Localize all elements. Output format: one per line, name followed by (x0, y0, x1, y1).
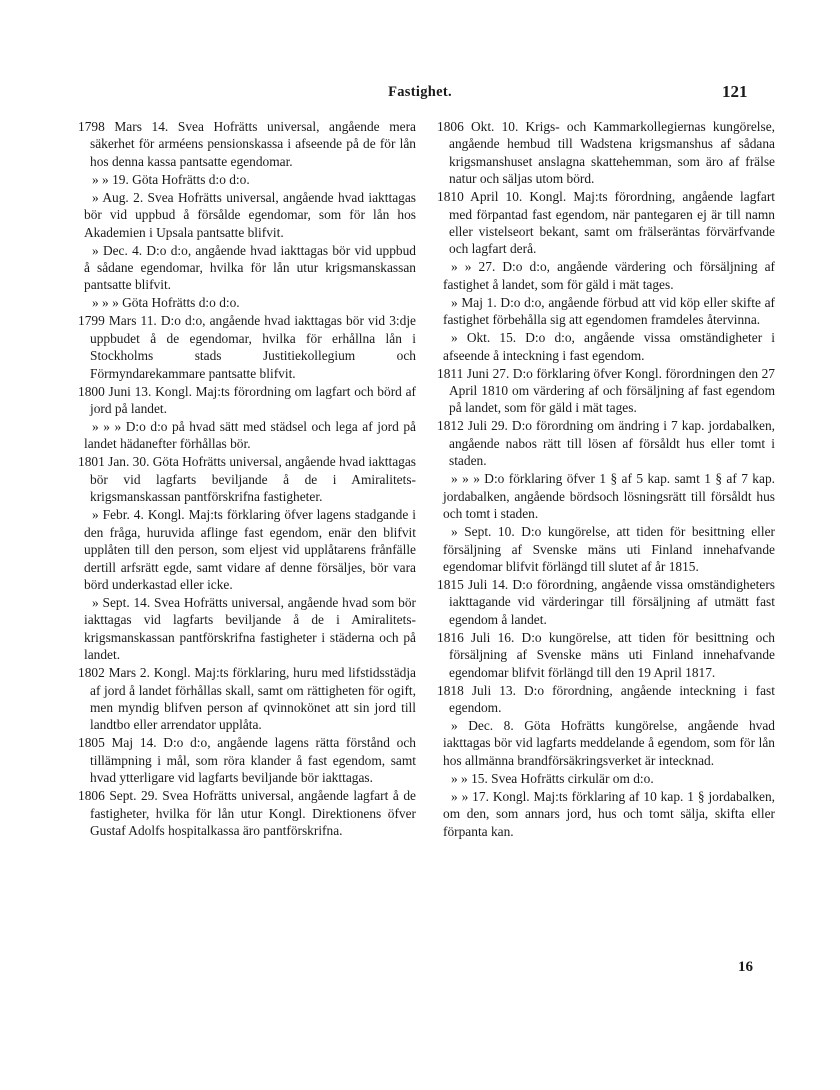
register-entry: 1805 Maj 14. D:o d:o, angående lagens rätta förstånd och tillämpning i mål, som röra klander å fast egendom, samt hvad ytterligare vid lagfarts beviljande bör iakttagas. (78, 735, 416, 786)
register-entry: 1811 Juni 27. D:o förklaring öfver Kongl. förordningen den 27 April 1810 om värdering af och försäljning af fast egendom på landet, som för gäld i mät tages. (437, 365, 775, 416)
register-sub-entry: » » » D:o d:o på hvad sätt med städsel och lega af jord på landet hädanefter förhållas bör. (84, 419, 416, 452)
register-sub-entry: » Aug. 2. Svea Hofrätts universal, angående hvad iakttagas bör vid uppbud å försålde egendomar, som för lån hos Akademien i Upsala pantsatte blifvit. (84, 189, 416, 240)
running-header: Fastighet. (388, 84, 452, 100)
right-column (437, 118, 775, 841)
register-sub-entry: » Okt. 15. D:o d:o, angående vissa omständigheter i afseende å inteckning i fast egendom. (443, 330, 775, 363)
register-entry: 1799 Mars 11. D:o d:o, angående hvad iakttagas bör vid 3:dje uppbudet å de egendomar, hvilka för erhållna lån i Stockholms stads Justitiekollegium och Förmyndarekammare pantsatte blifvit. (78, 313, 416, 381)
register-sub-entry: » Dec. 8. Göta Hofrätts kungörelse, angående hvad iakttagas bör vid lagfarts meddelande å egendom, som för lån hos allmänna brandförsäkringsverket är intecknad. (443, 717, 775, 768)
register-entry: 1798 Mars 14. Svea Hofrätts universal, angående mera säkerhet för arméens pensionskassa i afseende på de för lån hos denna kassa pantsatte egendomar. (78, 119, 416, 169)
register-sub-entry: » Sept. 14. Svea Hofrätts universal, angående hvad som bör iakttagas vid lagfarts beviljande å de i Amiralitets-krigsmanskassan pantförskrifna fastigheter i städerna och på landet. (84, 594, 416, 663)
register-entry: 1816 Juli 16. D:o kungörelse, att tiden för besittning och försäljning af Svenske mäns uti Finland innehafvande egendomar blifvit förlängd till den 19 April 1817. (437, 629, 775, 680)
register-entry: 1806 Sept. 29. Svea Hofrätts universal, angående lagfart å de fastigheter, hvilka för lån utur Kongl. Direktionens öfver Gustaf Adolfs hospitalkassa äro pantförskrifna. (78, 788, 416, 838)
signature-mark: 16 (738, 959, 753, 975)
register-sub-entry: » Sept. 10. D:o kungörelse, att tiden för besittning eller försäljning af Svenske mäns uti Finland innehafvande egendomar blifvit förlängd till slutet af år 1815. (443, 524, 775, 574)
register-entry: 1815 Juli 14. D:o förordning, angående vissa omständigheters iakttagande vid värderingar till försäljning af utmätt fast egendom å landet. (437, 576, 775, 627)
left-column (78, 118, 416, 840)
register-sub-entry: » » » D:o förklaring öfver 1 § af 5 kap. samt 1 § af 7 kap. jordabalken, angående bördsoch lösningsrätt till försåldt hus och tomt i staden. (443, 471, 775, 522)
register-sub-entry: » » 19. Göta Hofrätts d:o d:o. (92, 171, 250, 187)
register-sub-entry: » » 27. D:o d:o, angående värdering och försäljning af fastighet å landet, som för gäld i mät tages. (443, 259, 775, 292)
register-sub-entry: » Maj 1. D:o d:o, angående förbud att vid köp eller skifte af fastighet förbehålla sig att egendomen framdeles återvinna. (443, 294, 775, 328)
register-entry: 1800 Juni 13. Kongl. Maj:ts förordning om lagfart och börd af jord på landet. (78, 383, 416, 417)
page-number: 121 (722, 82, 748, 101)
register-entry: 1806 Okt. 10. Krigs- och Kammarkollegiernas kungörelse, angående hembud till Wadstena krigsmanshus af sådana krigsmanshuset anslagna skattehemman, som äro af frälse natur och säljas utom börd. (437, 119, 775, 187)
register-sub-entry: » Febr. 4. Kongl. Maj:ts förklaring öfver lagens stadgande i den fråga, huruvida aflinge fast egendom, enär den blifvit upplåten till den person, som eljest vid upplåtarens frånfälle dertill arfsrätt egde, samt vidare af denne försäljes, bör vara börd underkastad eller icke. (84, 507, 416, 592)
register-sub-entry: » » 15. Svea Hofrätts cirkulär om d:o. (451, 770, 654, 786)
register-entry: 1802 Mars 2. Kongl. Maj:ts förklaring, huru med lifstidsstädja af jord å landet förhållas skall, samt om rättigheten för ogift, men myndig blifven person af qvinnokönet att sin jord till landtbo eller arrendator upplåta. (78, 665, 416, 733)
register-entry: 1818 Juli 13. D:o förordning, angående inteckning i fast egendom. (437, 682, 775, 715)
register-sub-entry: » » » Göta Hofrätts d:o d:o. (92, 295, 240, 311)
register-entry: 1810 April 10. Kongl. Maj:ts förordning, angående lagfart med förpantad fast egendom, när pantegaren ej är till namn eller vistelseort bekant, samt om frälseräntas förvärfvande och lagfart derå. (437, 189, 775, 257)
register-sub-entry: » » 17. Kongl. Maj:ts förklaring af 10 kap. 1 § jordabalken, om den, som annars jord, hus och tomt sälja, skifta eller förpanta kan. (443, 788, 775, 839)
register-sub-entry: » Dec. 4. D:o d:o, angående hvad iakttagas bör vid uppbud å sådane egendomar, hvilka för lån utur krigsmanskassan pantsatte blifvit. (84, 242, 416, 293)
register-entry: 1801 Jan. 30. Göta Hofrätts universal, angående hvad iakttagas bör vid lagfarts beviljande å de i Amiralitets-krigsmanskassan pantförskrifna fastigheter. (78, 454, 417, 505)
register-entry: 1812 Juli 29. D:o förordning om ändring i 7 kap. jordabalken, angående nabos rätt till lösen af försåldt hus eller tomt i staden. (437, 418, 775, 469)
